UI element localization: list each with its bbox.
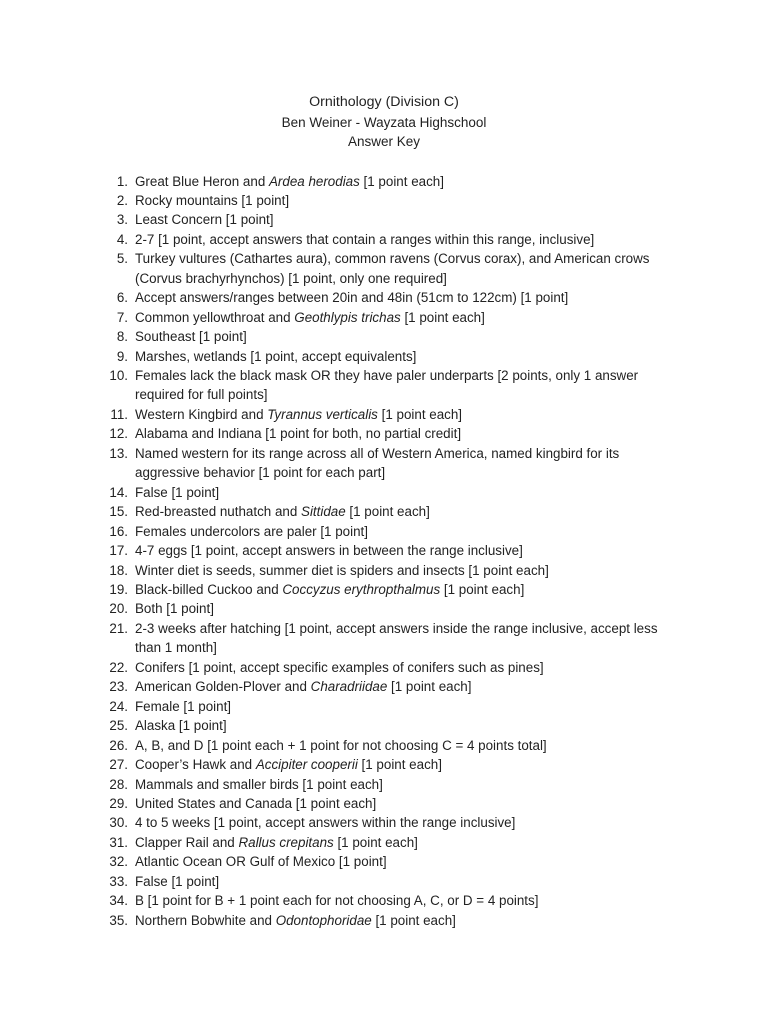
answer-text [135, 502, 685, 521]
species-name: Ardea herodias [269, 173, 360, 189]
answer-text-part: Both [1 point] [135, 601, 214, 617]
answer-text-part: Female [1 point] [135, 698, 232, 714]
answer-text-part: Mammals and smaller birds [1 point each] [135, 776, 383, 792]
answer-text-part: Accept answers/ranges between 20in and 48in (51cm to 122cm) [1 point] [135, 290, 569, 306]
answer-text-part: [1 point each] [357, 757, 442, 773]
answer-text [135, 677, 685, 696]
answer-item [0, 210, 768, 229]
answer-item [0, 755, 768, 774]
answer-text-part: American Golden-Plover and [135, 679, 311, 695]
answer-number: 2. [116, 192, 128, 208]
answer-item [0, 541, 768, 560]
species-name: Accipiter cooperii [255, 757, 358, 773]
answer-text-part: Females undercolors are paler [1 point] [135, 523, 368, 539]
answer-item [0, 580, 768, 599]
answer-text [135, 658, 685, 677]
answer-text-part: [1 point each] [400, 309, 485, 325]
answer-text [135, 619, 685, 638]
answer-text-part: Alabama and Indiana [1 point for both, no partial credit] [135, 426, 462, 442]
answer-text-part: Red-breasted nuthatch and [135, 504, 302, 520]
answer-text-part: Least Concern [1 point] [135, 212, 274, 228]
answer-text-part: Rocky mountains [1 point] [135, 192, 290, 208]
answer-number: 11. [110, 406, 128, 422]
answer-text [135, 794, 685, 813]
answer-text-part: Conifers [1 point, accept specific examples of conifers such as pines] [135, 659, 544, 675]
answer-text [135, 599, 685, 618]
answer-number: 9. [116, 348, 128, 364]
answer-text-part: Western Kingbird and [135, 406, 268, 422]
answer-text-part: [1 point each] [333, 834, 418, 850]
answer-number: 5. [116, 251, 128, 267]
answer-text-part: 2-7 [1 point, accept answers that contain a ranges within this range, inclusive] [135, 231, 595, 247]
species-name: Tyrannus verticalis [267, 406, 378, 422]
answer-number: 7. [116, 309, 128, 325]
answer-item [0, 347, 768, 366]
answer-text-part: [1 point each] [371, 912, 456, 928]
answer-item [0, 833, 768, 852]
answer-text [135, 230, 685, 249]
answer-text [135, 424, 685, 443]
answer-text [135, 541, 685, 560]
answer-number: 3. [116, 212, 128, 228]
answer-number: 20. [109, 601, 128, 617]
answer-number: 26. [109, 737, 128, 753]
answer-item [0, 619, 768, 658]
answer-text-part: 4-7 eggs [1 point, accept answers in between the range inclusive] [135, 543, 523, 559]
answer-text-part: Clapper Rail and [135, 834, 239, 850]
answer-text [135, 249, 685, 268]
answer-continuation: than 1 month] [135, 640, 217, 656]
answer-item [0, 288, 768, 307]
answer-text-part: Cooper’s Hawk and [135, 757, 256, 773]
answer-text [135, 191, 685, 210]
answer-text [135, 561, 685, 580]
answer-number: 19. [109, 582, 128, 598]
answer-item [0, 424, 768, 443]
answer-text-part: Common yellowthroat and [135, 309, 295, 325]
answer-number: 29. [109, 796, 128, 811]
answer-text [135, 308, 685, 327]
answer-text [135, 405, 685, 424]
answer-text-part: Winter diet is seeds, summer diet is spiders and insects [1 point each] [135, 562, 549, 578]
answer-text-part: Named western for its range across all of Western America, named kingbird for its [135, 445, 620, 461]
answer-number: 32. [109, 854, 128, 870]
answer-item [0, 502, 768, 521]
answer-continuation: (Corvus brachyrhynchos) [1 point, only one required] [135, 270, 447, 286]
document-header [0, 93, 768, 152]
answer-number: 17. [109, 543, 128, 559]
answer-item [0, 522, 768, 541]
answer-item [0, 599, 768, 618]
answer-item [0, 483, 768, 502]
answer-text [135, 210, 685, 229]
species-name: Charadriidae [310, 679, 388, 695]
answer-text [135, 444, 685, 463]
answer-item [0, 366, 768, 405]
answer-text [135, 288, 685, 307]
document-subtitle: Answer Key [347, 134, 421, 150]
answer-number: 23. [109, 679, 128, 695]
answer-number: 25. [109, 718, 128, 734]
answer-item [0, 444, 768, 483]
answer-item [0, 230, 768, 249]
answer-item [0, 561, 768, 580]
document-title: Ornithology (Division C) [309, 94, 459, 110]
answer-item [0, 872, 768, 891]
answer-item [0, 775, 768, 794]
species-name: Sittidae [301, 504, 346, 520]
answer-text [135, 775, 685, 794]
answer-number: 33. [109, 873, 128, 889]
answer-number: 10. [109, 368, 128, 384]
document-author: Ben Weiner - Wayzata Highschool [281, 114, 487, 130]
answer-text-part: Atlantic Ocean OR Gulf of Mexico [1 point] [135, 854, 387, 870]
answer-item [0, 891, 768, 910]
answer-text [135, 755, 685, 774]
answer-number: 34. [109, 893, 128, 909]
answer-list [0, 172, 768, 931]
answer-item [0, 172, 768, 191]
answer-number: 28. [109, 776, 128, 792]
answer-text [135, 716, 685, 735]
answer-text [135, 736, 685, 755]
answer-continuation: aggressive behavior [1 point for each part] [135, 465, 386, 481]
answer-text-part: [1 point each] [345, 504, 430, 520]
answer-text-part: False [1 point] [135, 873, 220, 889]
answer-item [0, 249, 768, 288]
answer-text-part: Black-billed Cuckoo and [135, 582, 283, 598]
answer-text [135, 366, 685, 385]
answer-item [0, 658, 768, 677]
answer-number: 15. [109, 504, 128, 520]
species-name: Odontophoridae [275, 912, 372, 928]
answer-text [135, 813, 685, 832]
species-name: Coccyzus erythropthalmus [282, 582, 441, 598]
answer-text [135, 483, 685, 502]
answer-number: 35. [109, 912, 128, 928]
answer-number: 12. [109, 426, 128, 442]
answer-item [0, 327, 768, 346]
answer-text [135, 347, 685, 366]
answer-text [135, 327, 685, 346]
answer-item [0, 794, 768, 813]
answer-text-part: Southeast [1 point] [135, 329, 247, 345]
answer-number: 16. [109, 523, 128, 539]
answer-text [135, 833, 685, 852]
answer-text [135, 697, 685, 716]
answer-number: 31. [109, 834, 128, 850]
answer-number: 6. [116, 290, 128, 306]
species-name: Geothlypis trichas [294, 309, 401, 325]
answer-text-part: A, B, and D [1 point each + 1 point for not choosing C = 4 points total] [135, 737, 547, 753]
answer-text [135, 522, 685, 541]
answer-text-part: [1 point each] [440, 582, 525, 598]
answer-item [0, 191, 768, 210]
answer-text [135, 852, 685, 871]
answer-item [0, 716, 768, 735]
answer-text-part: 2-3 weeks after hatching [1 point, accept answers inside the range inclusive, accept less [135, 620, 658, 636]
answer-number: 14. [109, 484, 128, 500]
answer-text-part: Alaska [1 point] [135, 718, 227, 734]
answer-item [0, 911, 768, 930]
answer-text-part: False [1 point] [135, 484, 220, 500]
answer-number: 8. [116, 329, 128, 345]
answer-item [0, 736, 768, 755]
answer-text [135, 580, 685, 599]
answer-number: 27. [109, 757, 128, 773]
answer-continuation: required for full points] [135, 387, 268, 403]
answer-item [0, 813, 768, 832]
answer-text-part: [1 point each] [377, 406, 463, 422]
answer-number: 21. [109, 620, 128, 636]
answer-number: 13. [109, 445, 128, 461]
answer-text [135, 872, 685, 891]
answer-text-part: [1 point each] [359, 173, 444, 189]
answer-text [135, 172, 685, 191]
answer-number: 4. [116, 231, 128, 247]
answer-item [0, 697, 768, 716]
answer-number: 30. [109, 815, 128, 831]
answer-text-part: B [1 point for B + 1 point each for not choosing A, C, or D = 4 points] [135, 893, 539, 909]
answer-item [0, 677, 768, 696]
answer-item [0, 852, 768, 871]
answer-text-part: Turkey vultures (Cathartes aura), common ravens (Corvus corax), and American crows [135, 251, 650, 267]
answer-number: 18. [109, 562, 128, 578]
answer-text-part: Marshes, wetlands [1 point, accept equivalents] [135, 348, 417, 364]
answer-text-part: Females lack the black mask OR they have paler underparts [2 points, only 1 answer [135, 368, 639, 384]
answer-item [0, 308, 768, 327]
answer-text-part: Great Blue Heron and [135, 173, 269, 189]
answer-text [135, 911, 685, 930]
answer-text-part: United States and Canada [1 point each] [135, 796, 377, 811]
answer-number: 22. [109, 659, 128, 675]
species-name: Rallus crepitans [238, 834, 334, 850]
answer-number: 1. [116, 173, 128, 189]
answer-text-part: Northern Bobwhite and [135, 912, 276, 928]
answer-item [0, 405, 768, 424]
answer-text-part: [1 point each] [387, 679, 472, 695]
answer-number: 24. [109, 698, 128, 714]
answer-text-part: 4 to 5 weeks [1 point, accept answers within the range inclusive] [135, 815, 516, 831]
answer-text [135, 891, 685, 910]
